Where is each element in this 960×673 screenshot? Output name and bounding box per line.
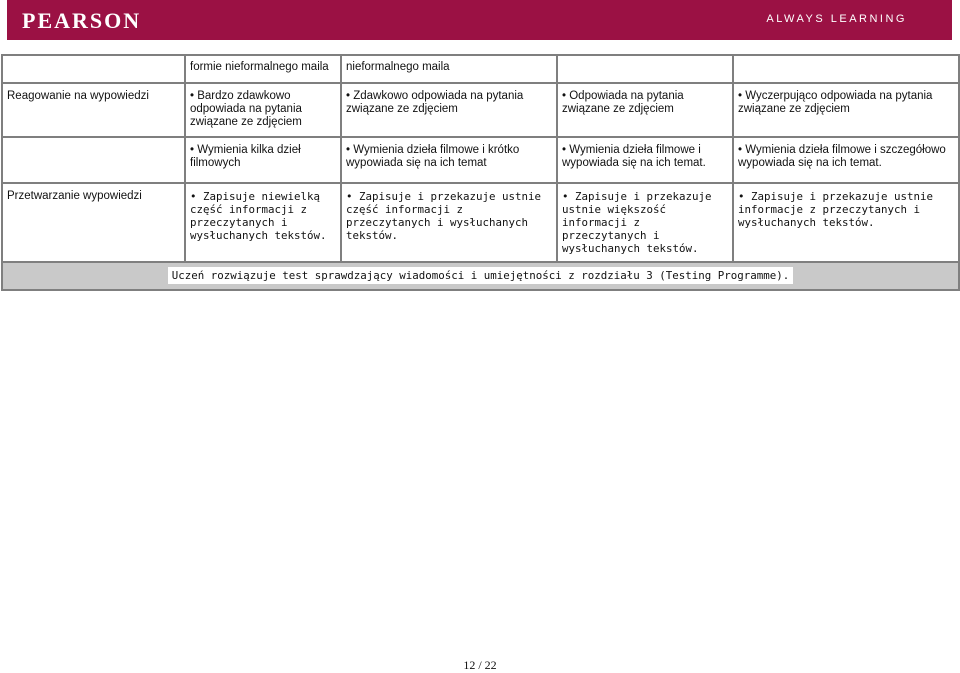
criterion-text: • Wymienia kilka dzieł filmowych (190, 144, 301, 169)
criterion-text: • Wyczerpująco odpowiada na pytania związane ze zdjęciem (738, 90, 932, 115)
row-label: Przetwarzanie wypowiedzi (2, 183, 185, 262)
brand-logo: PEARSON (22, 8, 142, 33)
header-cell (733, 55, 959, 83)
brand-tagline: ALWAYS LEARNING (766, 13, 907, 25)
criterion-text: • Wymienia dzieła filmowe i szczegółowo wypowiada się na ich temat. (738, 144, 946, 169)
table-header-row (2, 55, 959, 83)
criterion-text: • Zapisuje i przekazuje ustnie większość informacji z przeczytanych i wysłuchanych tekstów. (562, 190, 712, 255)
assessment-rubric-table (1, 54, 960, 291)
row-label: Reagowanie na wypowiedzi (2, 83, 185, 137)
table-row (2, 137, 959, 183)
summary-text: Uczeń rozwiązuje test sprawdzający wiadomości i umiejętności z rozdziału 3 (Testing Programme). (168, 267, 794, 284)
header-cell: formie nieformalnego maila (185, 55, 341, 83)
criterion-text: • Odpowiada na pytania związane ze zdjęciem (562, 90, 684, 115)
summary-row (2, 262, 959, 290)
page-number: 12 / 22 (463, 658, 497, 672)
pearson-banner (7, 0, 952, 40)
header-cell (2, 55, 185, 83)
criterion-text: • Zapisuje i przekazuje ustnie informacje z przeczytanych i wysłuchanych tekstów. (738, 190, 933, 229)
table-row (2, 183, 959, 262)
header-cell: nieformalnego maila (341, 55, 557, 83)
table-row (2, 83, 959, 137)
criterion-text: • Zapisuje niewielką część informacji z przeczytanych i wysłuchanych tekstów. (190, 190, 327, 242)
criterion-text: • Wymienia dzieła filmowe i krótko wypowiada się na ich temat (346, 144, 519, 169)
criterion-text: • Zapisuje i przekazuje ustnie część informacji z przeczytanych i wysłuchanych tekstów. (346, 190, 541, 242)
criterion-text: • Wymienia dzieła filmowe i wypowiada się na ich temat. (562, 144, 706, 169)
criterion-text: • Bardzo zdawkowo odpowiada na pytania związane ze zdjęciem (190, 90, 302, 128)
criterion-text: • Zdawkowo odpowiada na pytania związane ze zdjęciem (346, 90, 523, 115)
header-cell (557, 55, 733, 83)
row-label (2, 137, 185, 183)
